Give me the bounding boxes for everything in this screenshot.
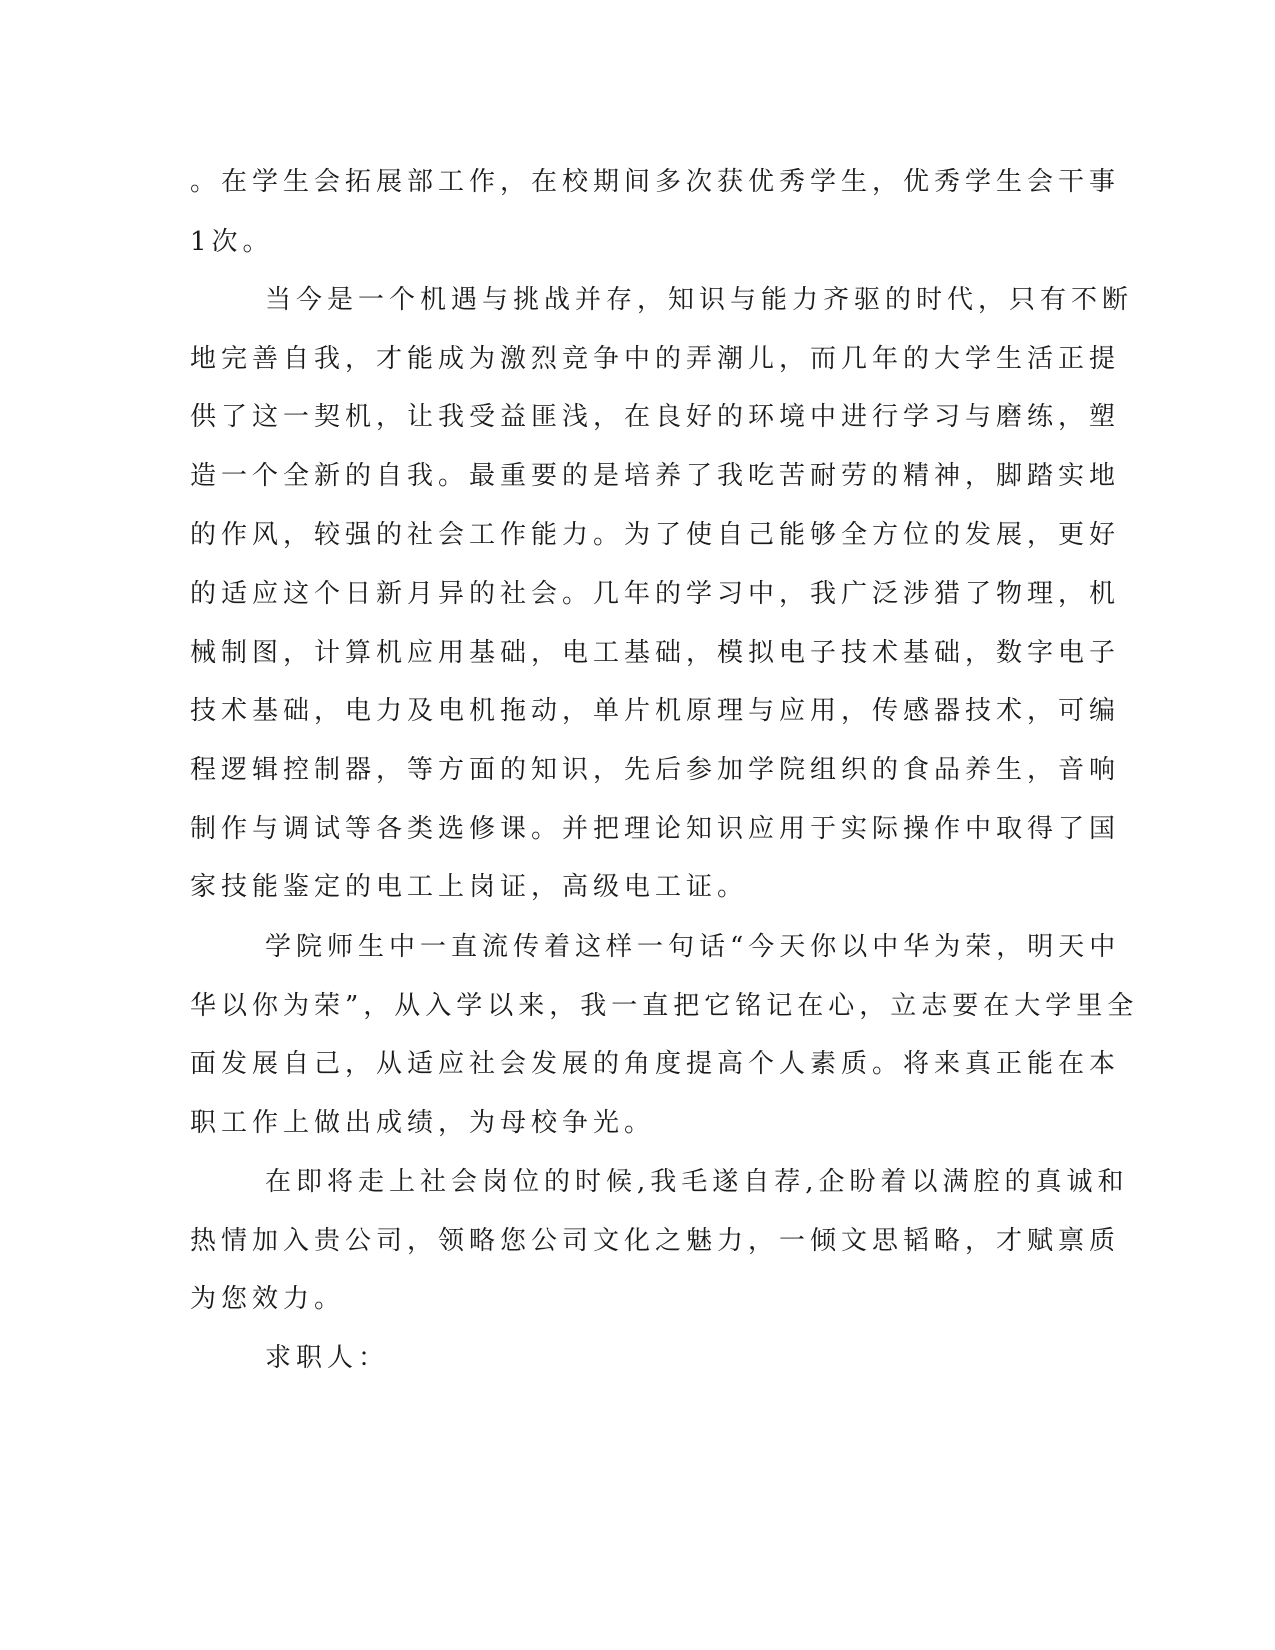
text-line: 制作与调试等各类选修课。并把理论知识应用于实际操作中取得了国 [190, 814, 1121, 844]
signature-label: 求职人： [265, 1343, 390, 1373]
text-line: 械制图，计算机应用基础，电工基础，模拟电子技术基础，数字电子 [190, 638, 1121, 668]
text-line: 的适应这个日新月异的社会。几年的学习中，我广泛涉猎了物理，机 [190, 579, 1121, 609]
text-line: 在即将走上社会岗位的时候,我毛遂自荐,企盼着以满腔的真诚和 [265, 1167, 1129, 1197]
text-line: 1次。 [190, 227, 274, 257]
text-line: 职工作上做出成绩，为母校争光。 [190, 1108, 656, 1138]
text-line: 家技能鉴定的电工上岗证，高级电工证。 [190, 872, 749, 902]
text-line: 为您效力。 [190, 1284, 346, 1314]
text-line: 供了这一契机，让我受益匪浅，在良好的环境中进行学习与磨练，塑 [190, 402, 1121, 432]
text-line: 地完善自我，才能成为激烈竞争中的弄潮儿，而几年的大学生活正提 [190, 344, 1121, 374]
text-line: 的作风，较强的社会工作能力。为了使自己能够全方位的发展，更好 [190, 520, 1121, 550]
text-line: 热情加入贵公司，领略您公司文化之魅力，一倾文思韬略，才赋禀质 [190, 1226, 1121, 1256]
text-line: 程逻辑控制器，等方面的知识，先后参加学院组织的食品养生，音响 [190, 755, 1121, 785]
text-line: 面发展自己，从适应社会发展的角度提高个人素质。将来真正能在本 [190, 1049, 1121, 1079]
text-line: 。在学生会拓展部工作，在校期间多次获优秀学生，优秀学生会干事 [190, 167, 1121, 197]
text-line: 华以你为荣”，从入学以来，我一直把它铭记在心，立志要在大学里全 [190, 991, 1139, 1021]
text-line: 当今是一个机遇与挑战并存，知识与能力齐驱的时代，只有不断 [265, 285, 1134, 315]
text-line: 学院师生中一直流传着这样一句话“今天你以中华为荣，明天中 [265, 932, 1121, 962]
text-line: 造一个全新的自我。最重要的是培养了我吃苦耐劳的精神，脚踏实地 [190, 461, 1121, 491]
text-line: 技术基础，电力及电机拖动，单片机原理与应用，传感器技术，可编 [190, 696, 1121, 726]
